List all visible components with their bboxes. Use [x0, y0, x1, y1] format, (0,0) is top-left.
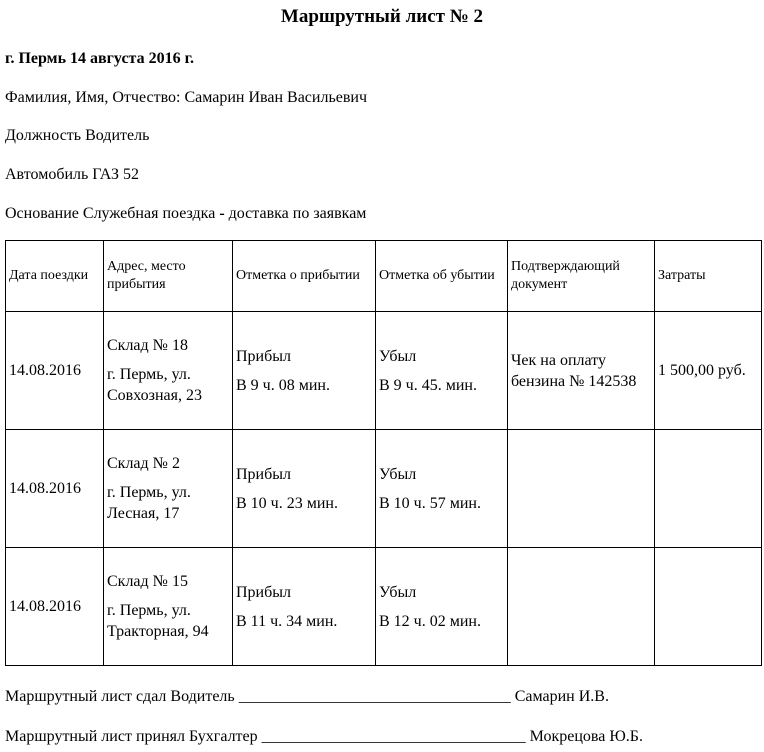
cell-cost: 1 500,00 руб.: [655, 312, 762, 430]
basis-prefix: Основание Служебная поездка: [5, 205, 220, 222]
place-date: г. Пермь 14 августа 2016 г.: [5, 50, 195, 67]
cell-document: [508, 430, 655, 548]
col-header-address: Адрес, место прибытия: [104, 241, 233, 312]
cell-address: [104, 548, 233, 666]
cell-departure: [376, 548, 508, 666]
street-address: г. Пермь, ул. Тракторная, 94: [107, 602, 209, 640]
place-name: Склад № 18: [107, 337, 188, 354]
fio-line: Фамилия, Имя, Отчество: Самарин Иван Васильевич: [5, 89, 368, 106]
submitted-signature-line: Маршрутный лист сдал Водитель __________________________________ Самарин И.В.: [5, 688, 609, 705]
cell-departure: [376, 312, 508, 430]
arrival-time: В 11 ч. 34 мин.: [236, 612, 338, 630]
accepted-signature-line: Маршрутный лист принял Бухгалтер _________________________________ Мокрецова Ю.Б.: [5, 728, 643, 745]
cell-arrival: [233, 430, 376, 548]
place-name: Склад № 15: [107, 573, 188, 590]
basis-dash: -: [219, 205, 225, 222]
position-line: Должность Водитель: [5, 127, 150, 144]
departure-label: Убыл: [379, 465, 417, 483]
basis-line: [5, 205, 366, 223]
arrival-time: В 10 ч. 23 мин.: [236, 494, 338, 512]
basis-suffix: доставка по заявкам: [224, 205, 367, 222]
street-address: г. Пермь, ул. Лесная, 17: [107, 484, 191, 522]
col-header-date: Дата поездки: [6, 241, 104, 312]
page-title: Маршрутный лист № 2: [280, 6, 484, 27]
col-header-cost: Затраты: [655, 241, 762, 312]
cell-cost: [655, 430, 762, 548]
arrival-time: В 9 ч. 08 мин.: [236, 376, 330, 394]
cell-document: Чек на оплату бензина № 142538: [508, 312, 655, 430]
departure-time: В 12 ч. 02 мин.: [379, 612, 481, 630]
cell-address: [104, 430, 233, 548]
arrival-label: Прибыл: [236, 583, 291, 601]
arrival-label: Прибыл: [236, 347, 291, 365]
cell-cost: [655, 548, 762, 666]
table-header-row: [6, 241, 762, 312]
col-header-arrival: Отметка о прибытии: [233, 241, 376, 312]
cell-departure: [376, 430, 508, 548]
departure-time: В 9 ч. 45. мин.: [379, 376, 477, 394]
cell-date: 14.08.2016: [6, 548, 104, 666]
table-row: [6, 430, 762, 548]
cell-arrival: [233, 312, 376, 430]
table-row: [6, 312, 762, 430]
table-row: [6, 548, 762, 666]
cell-date: 14.08.2016: [6, 430, 104, 548]
car-line: Автомобиль ГАЗ 52: [5, 166, 139, 183]
departure-label: Убыл: [379, 347, 417, 365]
cell-arrival: [233, 548, 376, 666]
departure-time: В 10 ч. 57 мин.: [379, 494, 481, 512]
arrival-label: Прибыл: [236, 465, 291, 483]
col-header-document: Подтверждающий документ: [508, 241, 655, 312]
departure-label: Убыл: [379, 583, 417, 601]
street-address: г. Пермь, ул. Совхозная, 23: [107, 366, 202, 404]
cell-document: [508, 548, 655, 666]
col-header-departure: Отметка об убытии: [376, 241, 508, 312]
place-name: Склад № 2: [107, 455, 180, 472]
cell-date: 14.08.2016: [6, 312, 104, 430]
cell-address: [104, 312, 233, 430]
route-table: [5, 240, 762, 666]
